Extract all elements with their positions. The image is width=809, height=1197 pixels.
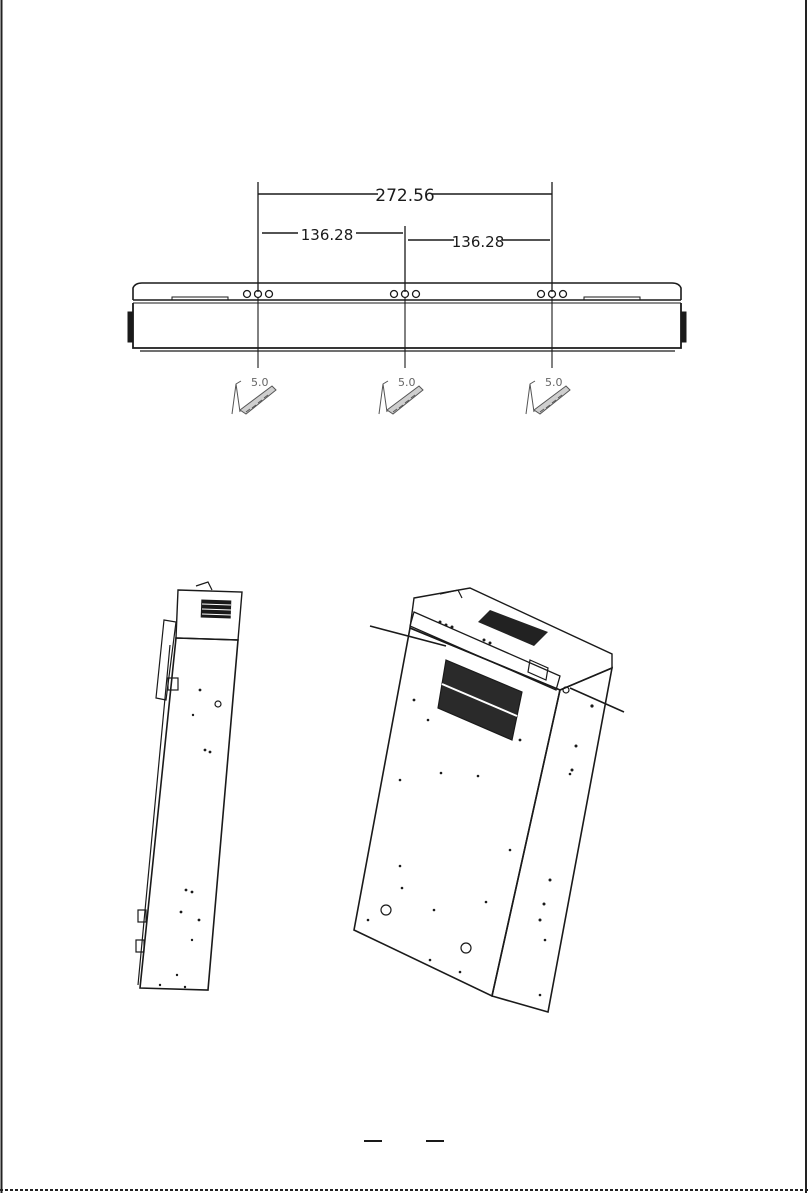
front-knockout-right [461, 943, 471, 953]
side-top-tab [196, 582, 212, 590]
bracket-end-cap-right [681, 312, 686, 342]
screw-size-label: 5.0 [251, 376, 269, 389]
side-screw-hole [215, 701, 221, 707]
bracket-slot-left [172, 297, 228, 300]
screw-anchor-right [526, 376, 570, 414]
bracket-body [133, 303, 681, 348]
bracket-end-cap-left [128, 312, 133, 342]
screw-size-label: 5.0 [545, 376, 563, 389]
front-knockout-left [381, 905, 391, 915]
top-handle [440, 590, 462, 598]
side-clip-upper [168, 678, 178, 690]
side-main-body [140, 638, 238, 990]
wall-bracket-view [128, 182, 686, 368]
screw-anchor-left [232, 376, 276, 414]
bracket-slot-right [584, 297, 640, 300]
side-clip-lower-b [136, 940, 144, 952]
screw-anchor-center [379, 376, 423, 414]
dimension-right-label: 136.28 [451, 233, 505, 251]
top-vent [478, 610, 548, 646]
unit-perspective-view [354, 588, 624, 1012]
dimension-left-label: 136.28 [300, 226, 354, 244]
side-inner-edge [138, 645, 170, 985]
callout-leader-right [570, 688, 624, 712]
dimension-total-label: 272.56 [375, 186, 435, 206]
screw-size-label: 5.0 [398, 376, 416, 389]
unit-side-view [136, 582, 242, 990]
